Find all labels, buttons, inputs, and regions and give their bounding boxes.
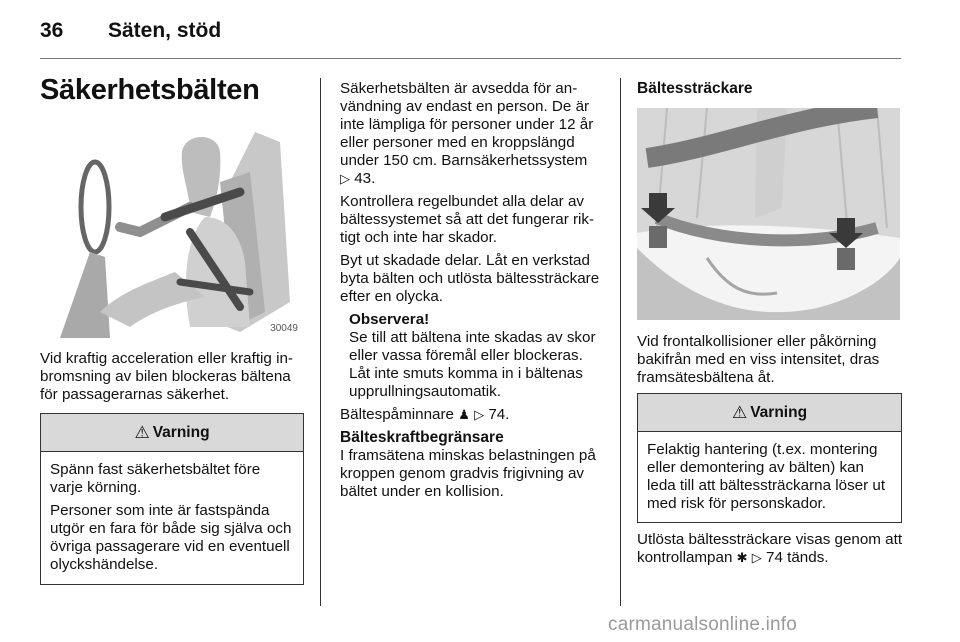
warning-body-2 (638, 432, 901, 524)
warning-title-2: Varning (750, 403, 808, 421)
col2-para2: Kontrollera regelbundet alla delar av bältessystemet så att det fungerar riktigt och inte har skador. (340, 193, 595, 246)
warning-triangle-icon: ⚠ (731, 402, 748, 422)
note-text: Se till att bältena inte skadas av skor eller vassa föremål eller blockeras. Låt inte smuts komma in i bältenas upprullningsautomatik. (349, 329, 596, 400)
col3-text (637, 333, 903, 392)
warning-header-1 (41, 414, 303, 452)
col2-para1-ref: 43. (354, 170, 376, 187)
col2-reminder: Bältespåminnare ♟ ▷ 74. (340, 406, 510, 423)
col1-text (40, 350, 308, 409)
section-title: Säkerhetsbälten (40, 74, 260, 106)
col3-heading-wrap (637, 80, 903, 98)
illustration-driver-seatbelt (40, 122, 302, 338)
col2-para1: Säkerhetsbälten är avsedda för användning av endast en person. De är inte lämpliga för personer under 12 år eller personer med en kroppslängd under 150 cm. Barnsäkerhetssystem ▷ 43. (340, 80, 594, 187)
col2-para3: Byt ut skadade delar. Låt en verkstad byta bälten och utlösta bältessträckare efter en olycka. (340, 252, 600, 305)
col3-text-bottom (637, 531, 903, 572)
page-header-title: Säten, stöd (108, 19, 222, 42)
col3-para2: Utlösta bältessträckare visas genom att kontrollampan ✱ ▷ 74 tänds. (637, 531, 903, 566)
note-block (340, 311, 606, 401)
image-code: 30049 (270, 323, 298, 334)
subheading-force-limiter: Bälteskraftbegränsare (340, 429, 504, 446)
col2-text (340, 80, 606, 506)
illustration-belt-tensioner (637, 108, 900, 320)
warning2-text: Felaktig hantering (t.ex. montering eller demontering av bälten) kan leda till att bältessträckarna löser ut med risk för personskador. (647, 441, 886, 512)
col1-para1: Vid kraftig acceleration eller kraftig inbromsning av bilen blockeras bältena för passagerarnas säkerhet. (40, 350, 293, 403)
reference-arrow-icon: ▷ (751, 550, 762, 565)
note-title: Observera! (349, 311, 430, 328)
warning1-para2: Personer som inte är fastspända utgör en fara för både sig själva och övriga passagerare vid en eventuell olyckshändelse. (50, 502, 292, 573)
column-separator-1 (320, 78, 321, 606)
col3-para1: Vid frontalkollisioner eller påkörning bakifrån med en viss intensitet, dras framsätesbältena åt. (637, 333, 880, 386)
reference-arrow-icon: ▷ (474, 407, 485, 422)
warning-box-1 (40, 413, 304, 585)
column-separator-2 (620, 78, 621, 606)
warning1-para1: Spänn fast säkerhetsbältet före varje körning. (50, 461, 261, 496)
reference-arrow-icon: ▷ (340, 171, 350, 186)
header-rule (40, 58, 901, 59)
warning-header-2 (638, 394, 901, 432)
belt-tensioner-lamp-icon: ✱ (736, 550, 748, 565)
col2-para4: I framsätena minskas belastningen på kroppen genom gradvis frigivning av bältet under en kollision. (340, 447, 596, 500)
warning-title-1: Varning (152, 423, 210, 441)
page-number: 36 (40, 19, 64, 42)
warning-body-1 (41, 452, 303, 585)
seatbelt-reminder-icon: ♟ (458, 407, 470, 422)
watermark: carmanualsonline.info (608, 614, 798, 635)
col3-heading: Bältessträckare (637, 80, 753, 97)
warning-box-2 (637, 393, 902, 523)
warning-triangle-icon: ⚠ (134, 422, 150, 442)
